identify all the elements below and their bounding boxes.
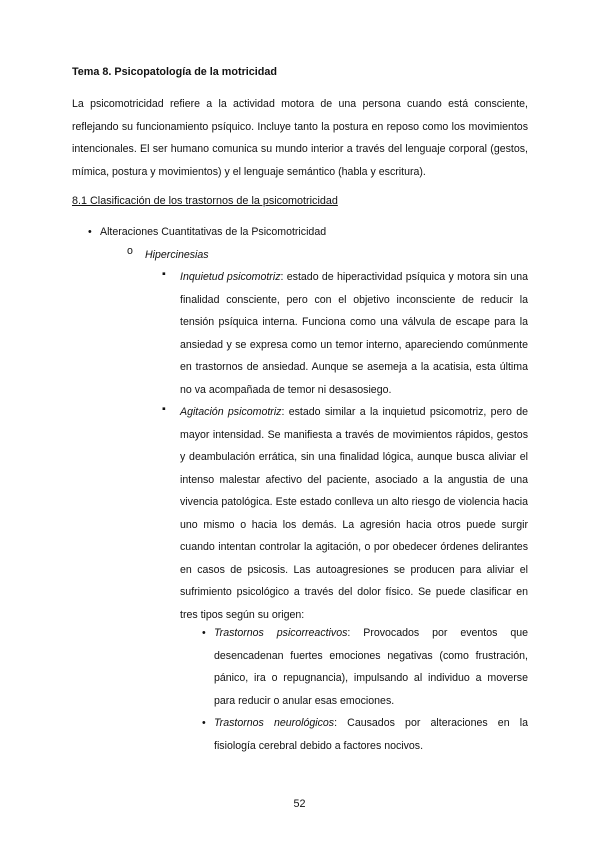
term-neurologicos: Trastornos neurológicos (214, 717, 335, 729)
bullet-level1: • (88, 226, 92, 238)
intro-paragraph: La psicomotricidad refiere a la actividad motora de una persona cuando está consciente, reflejando su funcionamiento psíquico. Incluye tanto la postura en reposo como los movimientos intencionales. El ser humano comunica su mundo interior a través del lenguaje corporal (gestos, mímica, postura y movimientos) y el lenguaje semántico (habla y escritura). (72, 98, 528, 178)
definition-agitacion: : estado similar a la inquietud psicomotriz, pero de mayor intensidad. Se manifiesta a través de movimientos rápidos, gestos y deambulación errática, sin una finalidad lógica, aunque busca aliviar el intenso malestar afectivo del paciente, asociado a la angustia de una vivencia patológica. Este estado conlleva un alto riesgo de violencia hacia uno mismo o hacia los demás. La agresión hacia otros puede surgir cuando intentan controlar la agitación, o por obedecer órdenes delirantes en casos de psicosis. Las autoagresiones se producen para aliviar el sufrimiento psicológico a través del dolor físico. Se puede clasificar en tres tipos según su origen: (180, 406, 528, 621)
hipercinesias-label: Hipercinesias (145, 249, 209, 261)
term-inquietud: Inquietud psicomotriz (180, 271, 281, 283)
bullet-level4: • (202, 627, 206, 639)
bullet-level3: ▪ (162, 403, 166, 415)
bullet-level4: • (202, 717, 206, 729)
bullet-level2: o (127, 245, 133, 257)
section-heading: 8.1 Clasificación de los trastornos de la psicomotricidad (72, 195, 338, 207)
definition-inquietud: : estado de hiperactividad psíquica y motora sin una finalidad consciente, pero con el objetivo inconsciente de reducir la tensión psíquica interna. Funciona como una válvula de escape para la ansiedad y se expresa como un temor interno, apareciendo comúnmente en trastornos de ansiedad. Aunque se asemeja a la acatisia, esta última no va acompañada de temor ni desasosiego. (180, 271, 528, 396)
list-item-psicorreactivos (214, 622, 528, 712)
bullet-level3: ▪ (162, 268, 166, 280)
list-item-level2 (145, 244, 209, 267)
list-item-inquietud (180, 266, 528, 401)
list-item-neurologicos (214, 712, 528, 757)
chapter-title: Tema 8. Psicopatología de la motricidad (72, 66, 277, 78)
list-item-level1: Alteraciones Cuantitativas de la Psicomotricidad (100, 226, 327, 238)
definition-neurologicos: : Causados por alteraciones en la fisiología cerebral debido a factores nocivos. (214, 717, 528, 752)
term-psicorreactivos: Trastornos psicorreactivos (214, 627, 348, 639)
page-number: 52 (293, 798, 306, 810)
list-item-agitacion (180, 401, 528, 626)
definition-psicorreactivos: : Provocados por eventos que desencadenan fuertes emociones negativas (como frustración, pánico, ira o repugnancia), impulsando al individuo a moverse para reducir o anular esas emociones. (214, 627, 529, 707)
term-agitacion: Agitación psicomotriz (180, 406, 282, 418)
